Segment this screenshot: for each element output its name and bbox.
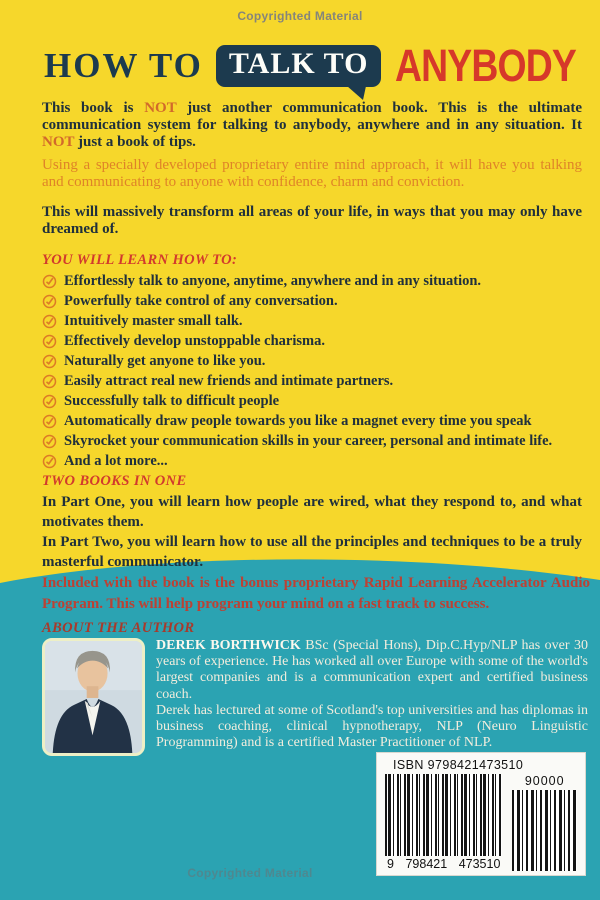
check-circle-icon xyxy=(42,274,57,289)
check-circle-icon xyxy=(42,354,57,369)
learn-item-label: Skyrocket your communication skills in your career, personal and intimate life. xyxy=(64,433,553,449)
not-emphasis: NOT xyxy=(144,100,177,116)
learn-item-label: Naturally get anyone to like you. xyxy=(64,353,266,369)
intro-text: This book is xyxy=(42,100,145,116)
check-circle-icon xyxy=(42,334,57,349)
author-photo xyxy=(42,638,145,756)
learn-item xyxy=(42,373,594,393)
learn-item xyxy=(42,313,594,333)
barcode-digit-lead: 9 xyxy=(387,857,394,871)
copyright-top-label: Copyrighted Material xyxy=(237,9,363,23)
learn-item-label: Powerfully take control of any conversation. xyxy=(64,293,338,309)
learn-item xyxy=(42,453,594,473)
author-bio-paragraph-1 xyxy=(156,638,588,703)
check-circle-icon xyxy=(42,454,57,469)
learn-section-heading: YOU WILL LEARN HOW TO: xyxy=(42,252,238,268)
intro-paragraph xyxy=(42,100,582,151)
check-circle-icon xyxy=(42,294,57,309)
learn-item xyxy=(42,353,594,373)
part-one-paragraph: In Part One, you will learn how people are wired, what they respond to, and what motivates them. xyxy=(42,494,582,530)
learn-item-label: Easily attract real new friends and intimate partners. xyxy=(64,373,394,389)
title-talk-to: TALK TO xyxy=(228,47,369,80)
author-bio-paragraph-2: Derek has lectured at some of Scotland's top universities and has diplomas in business coaching, clinical hypnotherapy, NLP (Neuro Linguistic Programming) and is a certified Master Practitioner of NLP. xyxy=(156,702,588,751)
check-circle-icon xyxy=(42,414,57,429)
barcode-digits-right: 473510 xyxy=(458,857,501,871)
intro-text: just a book of tips. xyxy=(74,134,196,150)
author-section xyxy=(42,638,588,756)
about-author-heading: ABOUT THE AUTHOR xyxy=(42,620,195,636)
learn-item-label: Intuitively master small talk. xyxy=(64,313,243,329)
learn-item-label: Automatically draw people towards you like a magnet every time you speak xyxy=(64,413,532,429)
learn-item xyxy=(42,273,594,293)
approach-paragraph: Using a specially developed proprietary entire mind approach, it will have you talking and communicating to anyone with confidence, charm and conviction. xyxy=(42,157,582,190)
barcode-addon xyxy=(512,774,577,871)
learn-item xyxy=(42,293,594,313)
bonus-audio-paragraph: Included with the book is the bonus proprietary Rapid Learning Accelerator Audio Program. This will help program your mind on a fast track to success. xyxy=(42,575,590,612)
barcode-digits-left: 798421 xyxy=(405,857,448,871)
learn-item-label: Effectively develop unstoppable charisma. xyxy=(64,333,325,349)
check-circle-icon xyxy=(42,374,57,389)
isbn-label: ISBN 9798421473510 xyxy=(393,758,524,772)
barcode-panel xyxy=(377,753,585,875)
intro-text: just another communication book. This is the ultimate communication system for talking to anybody, anywhere and in any situation. It xyxy=(42,100,582,133)
barcode-price-code: 90000 xyxy=(524,774,565,788)
barcode-bars xyxy=(385,774,502,856)
check-circle-icon xyxy=(42,394,57,409)
not-emphasis: NOT xyxy=(42,134,75,150)
author-bio xyxy=(156,638,588,756)
learn-item-label: Effortlessly talk to anyone, anytime, anywhere and in any situation. xyxy=(64,273,482,289)
part-two-paragraph: In Part Two, you will learn how to use all the principles and techniques to be a truly masterful communicator. xyxy=(42,534,582,570)
learn-item-label: And a lot more... xyxy=(64,453,168,469)
book-title xyxy=(44,40,590,92)
learn-item xyxy=(42,333,594,353)
learn-item xyxy=(42,433,594,453)
author-name: DEREK BORTHWICK xyxy=(156,638,301,653)
title-how-to: HOW TO xyxy=(44,46,203,85)
barcode-bars-row xyxy=(385,774,577,871)
author-bio-text: BSc (Special Hons), Dip.C.Hyp/NLP has over 30 years of experience. He has worked all over Europe with some of the world's largest companies and is a communication expert and certified business coach. xyxy=(156,638,589,702)
transform-paragraph: This will massively transform all areas of your life, in ways that you may only have dreamed of. xyxy=(42,204,582,237)
barcode-main xyxy=(385,774,502,871)
learn-item-label: Successfully talk to difficult people xyxy=(64,393,280,409)
copyright-bottom-label: Copyrighted Material xyxy=(187,866,313,880)
title-anybody: ANYBODY xyxy=(395,40,577,91)
learn-item xyxy=(42,413,594,433)
check-circle-icon xyxy=(42,434,57,449)
barcode-addon-bars xyxy=(512,790,577,871)
learn-list xyxy=(42,273,594,473)
two-books-heading: TWO BOOKS IN ONE xyxy=(42,473,187,489)
learn-item xyxy=(42,393,594,413)
check-circle-icon xyxy=(42,314,57,329)
author-portrait-illustration xyxy=(45,641,142,753)
speech-bubble xyxy=(216,45,382,87)
